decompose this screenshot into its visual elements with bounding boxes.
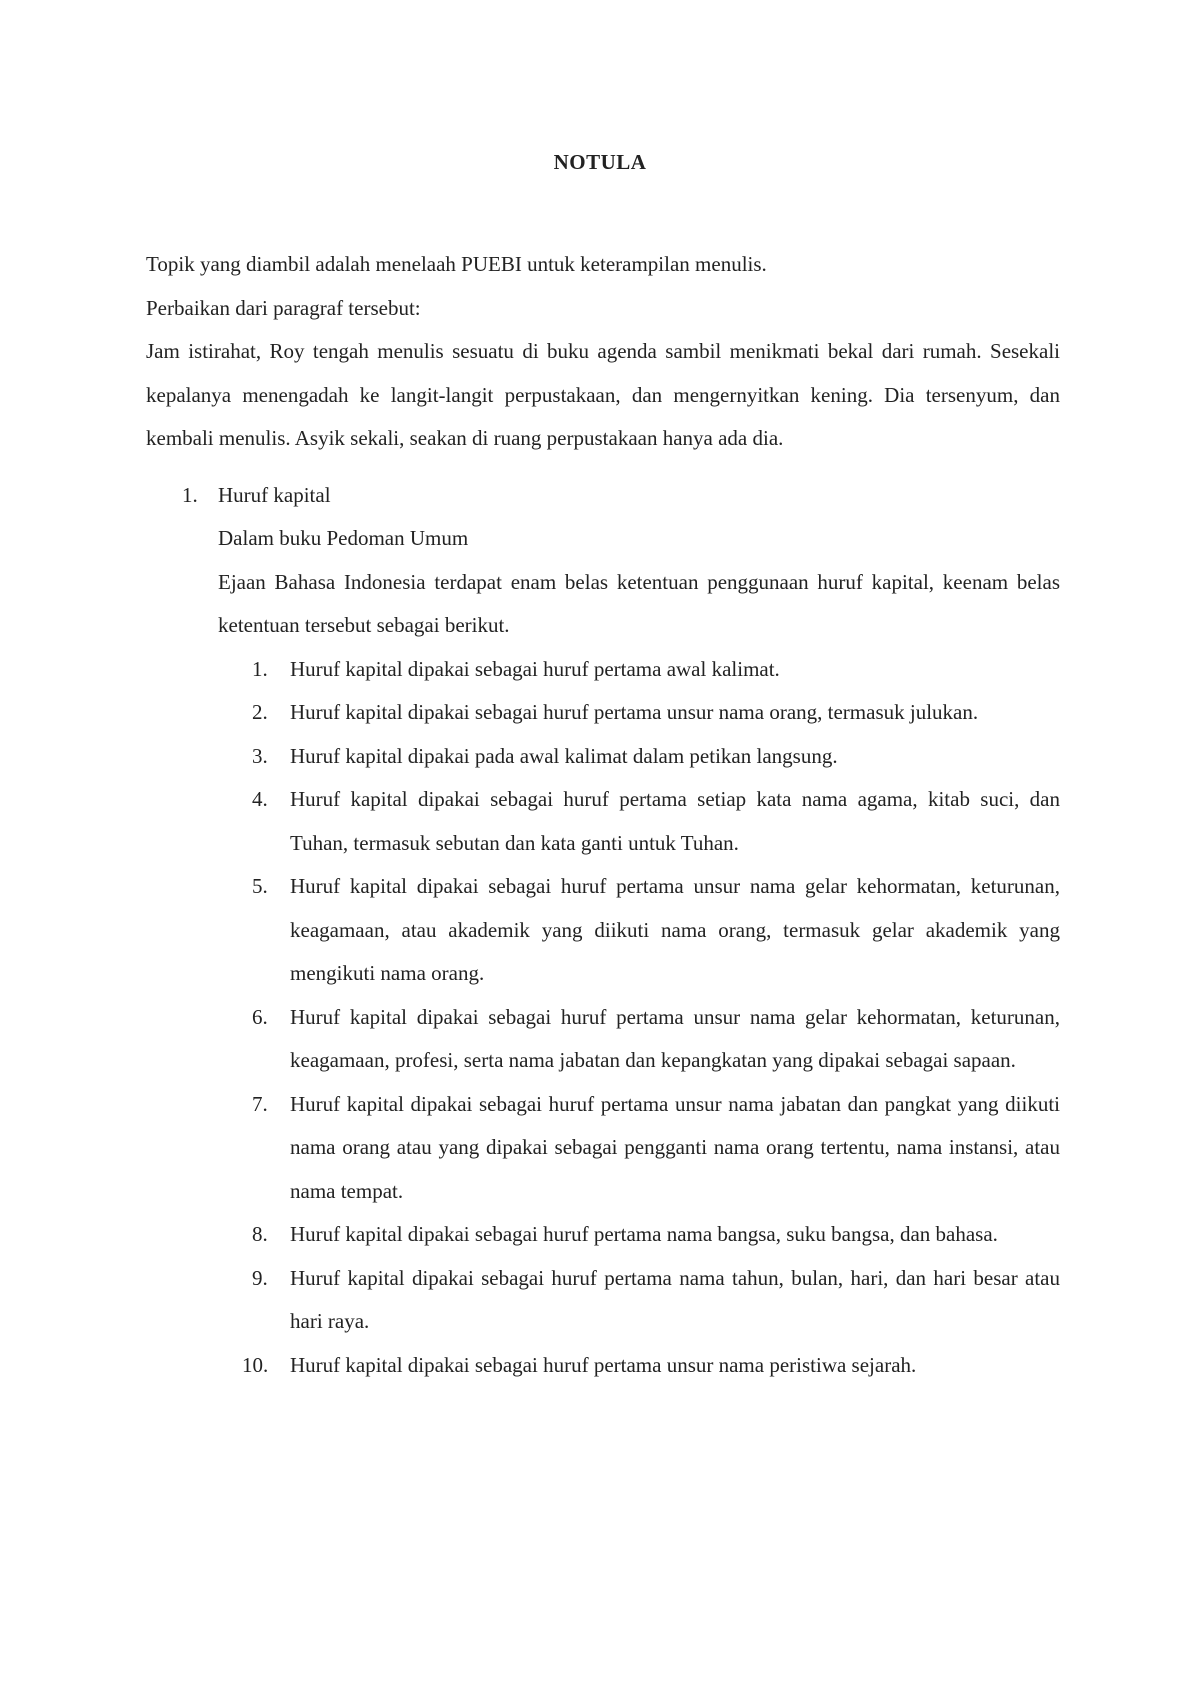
list-item xyxy=(218,1257,1060,1344)
intro-correction-label: Perbaikan dari paragraf tersebut: xyxy=(146,295,421,320)
document-body xyxy=(146,243,1060,1387)
list-item xyxy=(218,691,1060,735)
rule-number: 4. xyxy=(252,787,268,811)
rule-number: 8. xyxy=(252,1222,268,1246)
list-item xyxy=(218,735,1060,779)
rule-text: Huruf kapital dipakai sebagai huruf pertama unsur nama gelar kehormatan, keturunan, keagamaan, atau akademik yang diikuti nama orang, termasuk gelar akademik yang mengikuti nama orang. xyxy=(290,874,1060,985)
list-item xyxy=(218,778,1060,865)
rule-number: 6. xyxy=(252,1004,268,1029)
list-item xyxy=(218,1213,1060,1257)
rule-text: Huruf kapital dipakai sebagai huruf pertama nama tahun, bulan, hari, dan hari besar atau hari raya. xyxy=(290,1265,1060,1333)
rule-text: Huruf kapital dipakai sebagai huruf pertama unsur nama orang, termasuk julukan. xyxy=(290,700,979,724)
rule-number: 2. xyxy=(252,700,268,724)
rule-text: Huruf kapital dipakai sebagai huruf pertama unsur nama gelar kehormatan, keturunan, keagamaan, profesi, serta nama jabatan dan kepangkatan yang dipakai sebagai sapaan. xyxy=(290,1004,1060,1072)
rule-number: 1. xyxy=(252,656,268,681)
document-title: NOTULA xyxy=(553,150,647,174)
list-item xyxy=(218,1083,1060,1214)
rule-number: 7. xyxy=(252,1091,268,1116)
rule-text: Huruf kapital dipakai sebagai huruf pertama nama bangsa, suku bangsa, dan bahasa. xyxy=(290,1222,998,1246)
rule-number: 9. xyxy=(252,1265,268,1290)
rule-number: 10. xyxy=(242,1352,269,1377)
rule-number: 3. xyxy=(252,743,268,768)
rule-text: Huruf kapital dipakai sebagai huruf pertama awal kalimat. xyxy=(290,656,780,681)
rule-text: Huruf kapital dipakai sebagai huruf pertama setiap kata nama agama, kitab suci, dan Tuhan, termasuk sebutan dan kata ganti untuk Tuhan. xyxy=(290,787,1060,855)
section-capital-letters xyxy=(146,474,1060,648)
section-source: Dalam buku Pedoman Umum xyxy=(218,526,469,550)
rule-text: Huruf kapital dipakai sebagai huruf pertama unsur nama jabatan dan pangkat yang diikuti nama orang atau yang dipakai sebagai pengganti nama orang tertentu, nama instansi, atau nama tempat. xyxy=(290,1091,1060,1203)
list-item xyxy=(218,865,1060,996)
list-item xyxy=(218,996,1060,1083)
list-item xyxy=(218,1344,1060,1388)
section-heading: Huruf kapital xyxy=(218,482,331,507)
list-item xyxy=(218,648,1060,692)
intro-topic: Topik yang diambil adalah menelaah PUEBI untuk keterampilan menulis. xyxy=(146,252,767,276)
section-description: Ejaan Bahasa Indonesia terdapat enam belas ketentuan penggunaan huruf kapital, keenam belas ketentuan tersebut sebagai berikut. xyxy=(218,569,1060,637)
rule-number: 5. xyxy=(252,874,268,898)
corrected-paragraph: Jam istirahat, Roy tengah menulis sesuatu di buku agenda sambil menikmati bekal dari rumah. Sesekali kepalanya menengadah ke langit-langit perpustakaan, dan mengernyitkan kening. Dia tersenyum, dan kembali menulis. Asyik sekali, seakan di ruang perpustakaan hanya ada dia. xyxy=(146,339,1060,450)
section-number: 1. xyxy=(182,482,198,507)
rule-text: Huruf kapital dipakai sebagai huruf pertama unsur nama peristiwa sejarah. xyxy=(290,1352,917,1377)
rule-text: Huruf kapital dipakai pada awal kalimat dalam petikan langsung. xyxy=(290,743,838,768)
